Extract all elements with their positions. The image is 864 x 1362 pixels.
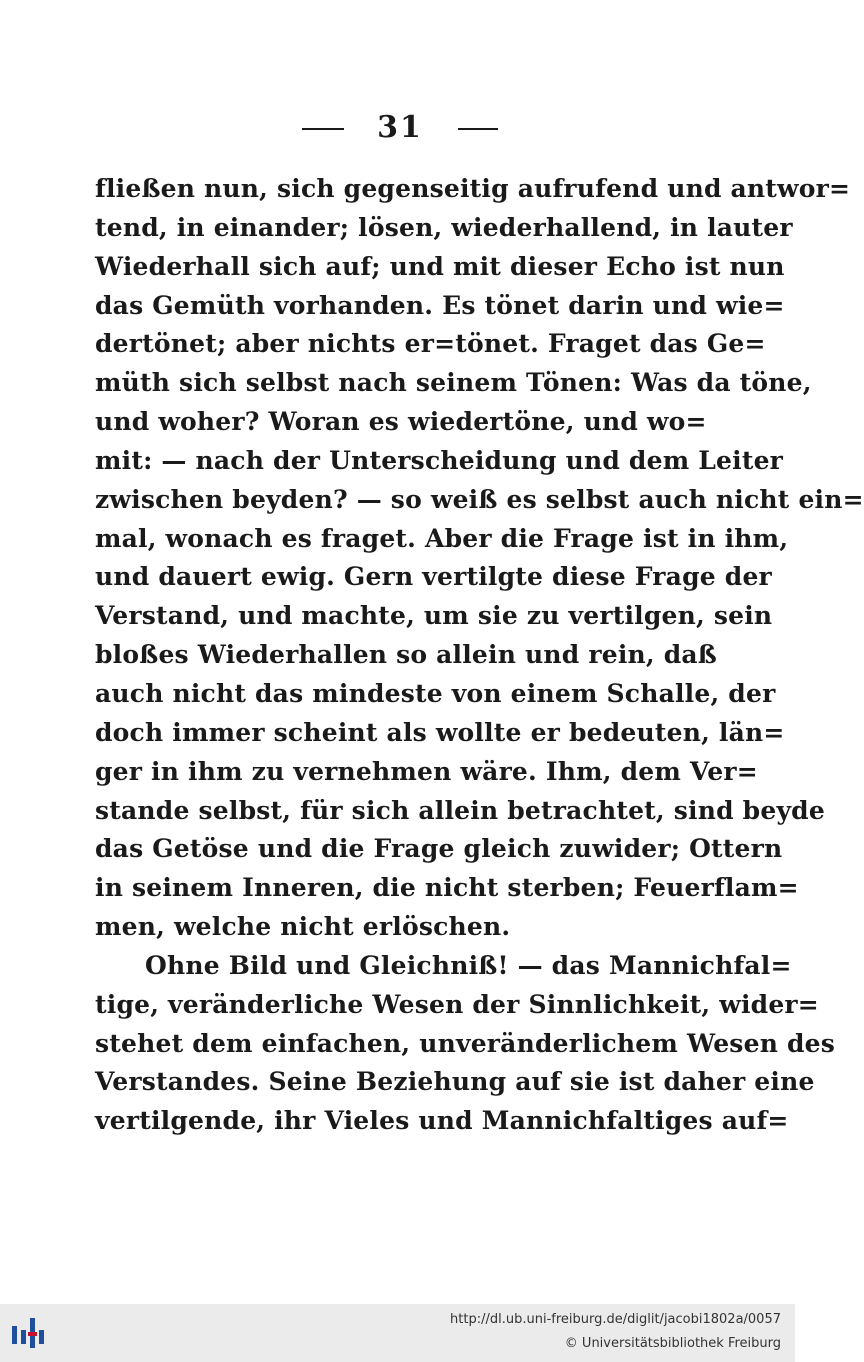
text-line: vertilgende, ihr Vieles und Mannichfaltiges auf= xyxy=(95,1106,789,1136)
page-header xyxy=(0,108,795,152)
text-line: zwischen beyden? — so weiß es selbst auch nicht ein= xyxy=(95,484,864,514)
text-line: Wiederhall sich auf; und mit dieser Echo ist nun xyxy=(95,251,785,281)
text-line: Verstandes. Seine Beziehung auf sie ist daher eine xyxy=(95,1067,815,1097)
text-line: tige, veränderliche Wesen der Sinnlichkeit, wider= xyxy=(95,989,819,1019)
header-rule-left xyxy=(302,128,344,130)
text-line: stehet dem einfachen, unveränderlichem Wesen des xyxy=(95,1028,836,1058)
text-line: mit: — nach der Unterscheidung und dem Leiter xyxy=(95,445,784,475)
viewer-footer xyxy=(0,1304,795,1362)
text-line: müth sich selbst nach seinem Tönen: Was da töne, xyxy=(95,368,812,398)
text-line: das Getöse und die Frage gleich zuwider; Ottern xyxy=(95,834,783,864)
text-line: das Gemüth vorhanden. Es tönet darin und wie= xyxy=(95,290,785,320)
text-line: und dauert ewig. Gern vertilgte diese Frage der xyxy=(95,562,772,592)
text-line: men, welche nicht erlöschen. xyxy=(95,912,511,942)
text-line: und woher? Woran es wiedertöne, und wo= xyxy=(95,407,707,437)
document-url[interactable]: http://dl.ub.uni-freiburg.de/diglit/jacobi1802a/0057 xyxy=(450,1312,781,1327)
text-line: bloßes Wiederhallen so allein und rein, daß xyxy=(95,640,717,670)
text-line: stande selbst, für sich allein betrachtet, sind beyde xyxy=(95,795,825,825)
body-text xyxy=(95,170,864,1141)
text-line: auch nicht das mindeste von einem Schalle, der xyxy=(95,678,776,708)
header-rule-right xyxy=(458,128,498,130)
text-line: ger in ihm zu vernehmen wäre. Ihm, dem Ver= xyxy=(95,756,758,786)
text-line: dertönet; aber nichts er=tönet. Fraget das Ge= xyxy=(95,329,766,359)
library-logo-icon xyxy=(10,1316,54,1350)
text-line: Ohne Bild und Gleichniß! — das Mannichfal= xyxy=(145,950,792,980)
text-line: doch immer scheint als wollte er bedeuten, län= xyxy=(95,717,785,747)
text-line: tend, in einander; lösen, wiederhallend, in lauter xyxy=(95,212,793,242)
text-line: fließen nun, sich gegenseitig aufrufend und antwor= xyxy=(95,174,851,203)
page-number: 31 xyxy=(377,110,423,145)
text-line: Verstand, und machte, um sie zu vertilgen, sein xyxy=(95,601,773,631)
text-line: in seinem Inneren, die nicht sterben; Feuerflam= xyxy=(95,873,799,903)
copyright-notice: © Universitätsbibliothek Freiburg xyxy=(564,1336,781,1351)
text-line: mal, wonach es fraget. Aber die Frage ist in ihm, xyxy=(95,523,789,553)
